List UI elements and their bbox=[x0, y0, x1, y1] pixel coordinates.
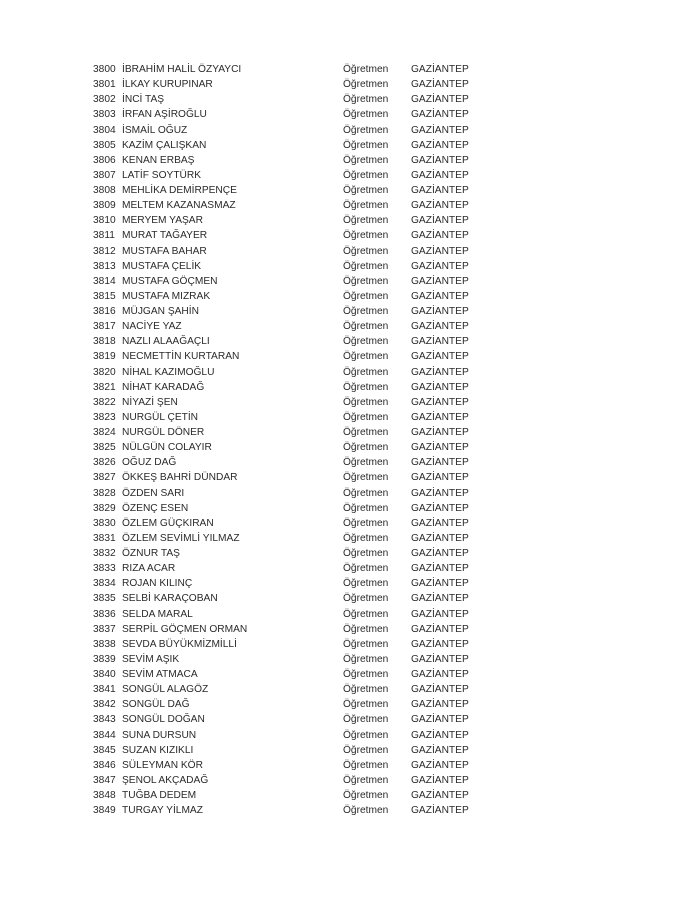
row-number: 3834 bbox=[93, 578, 116, 590]
row-number: 3807 bbox=[93, 169, 116, 181]
city: GAZİANTEP bbox=[411, 548, 469, 559]
role: Öğretmen bbox=[343, 200, 389, 212]
person-name: SUZAN KIZIKLI bbox=[122, 744, 194, 756]
person-name: İNCİ TAŞ bbox=[122, 94, 165, 106]
role: Öğretmen bbox=[343, 623, 389, 635]
role: Öğretmen bbox=[343, 139, 389, 151]
row-number: 3825 bbox=[93, 442, 116, 454]
city: GAZİANTEP bbox=[411, 457, 469, 469]
role: Öğretmen bbox=[343, 442, 389, 454]
role: Öğretmen bbox=[343, 411, 389, 423]
city: GAZİANTEP bbox=[411, 593, 469, 605]
row-number: 3805 bbox=[93, 139, 116, 151]
row-number: 3809 bbox=[93, 200, 116, 212]
row-number: 3837 bbox=[93, 623, 116, 635]
row-number: 3812 bbox=[93, 245, 116, 257]
person-name: NÜLGÜN COLAYIR bbox=[122, 442, 212, 454]
person-name: ÖKKEŞ BAHRİ DÜNDAR bbox=[122, 472, 238, 484]
city: GAZİANTEP bbox=[411, 396, 469, 408]
city: GAZİANTEP bbox=[411, 79, 469, 91]
person-name: SONGÜL DAĞ bbox=[122, 699, 190, 711]
city: GAZİANTEP bbox=[411, 608, 469, 620]
row-number: 3830 bbox=[93, 517, 116, 529]
city: GAZİANTEP bbox=[411, 472, 469, 484]
person-name: SONGÜL ALAGÖZ bbox=[122, 684, 209, 696]
person-name: MÜJGAN ŞAHİN bbox=[122, 306, 199, 317]
city: GAZİANTEP bbox=[411, 200, 469, 212]
role: Öğretmen bbox=[343, 427, 389, 438]
city: GAZİANTEP bbox=[411, 109, 469, 121]
city: GAZİANTEP bbox=[411, 774, 469, 786]
person-name: NİHAL KAZIMOĞLU bbox=[122, 366, 215, 378]
person-name: SONGÜL DOĞAN bbox=[122, 714, 205, 726]
row-number: 3827 bbox=[93, 472, 116, 484]
person-name: NİHAT KARADAĞ bbox=[122, 381, 205, 393]
role: Öğretmen bbox=[343, 336, 389, 348]
row-number: 3804 bbox=[93, 124, 116, 136]
role: Öğretmen bbox=[343, 79, 389, 91]
row-number: 3822 bbox=[93, 396, 116, 408]
role: Öğretmen bbox=[343, 64, 389, 75]
person-name: NECMETTİN KURTARAN bbox=[122, 351, 240, 363]
person-name: ÖZLEM SEVİMLİ YILMAZ bbox=[122, 532, 240, 544]
city: GAZİANTEP bbox=[411, 669, 469, 680]
role: Öğretmen bbox=[343, 608, 389, 620]
city: GAZİANTEP bbox=[411, 366, 469, 378]
role: Öğretmen bbox=[343, 215, 389, 227]
role: Öğretmen bbox=[343, 563, 389, 575]
city: GAZİANTEP bbox=[411, 427, 469, 438]
row-number: 3831 bbox=[93, 532, 116, 544]
role: Öğretmen bbox=[343, 457, 389, 469]
person-name: ŞENOL AKÇADAĞ bbox=[122, 774, 209, 786]
row-number: 3829 bbox=[93, 502, 116, 514]
role: Öğretmen bbox=[343, 487, 389, 499]
person-name: İSMAİL OĞUZ bbox=[122, 124, 188, 136]
row-number: 3826 bbox=[93, 457, 116, 469]
row-number: 3821 bbox=[93, 381, 116, 393]
row-number: 3818 bbox=[93, 336, 116, 348]
person-name: NAZLI ALAAĞAÇLI bbox=[122, 336, 210, 348]
row-number: 3839 bbox=[93, 653, 116, 665]
city: GAZİANTEP bbox=[411, 124, 469, 136]
city: GAZİANTEP bbox=[411, 790, 469, 801]
role: Öğretmen bbox=[343, 699, 389, 711]
role: Öğretmen bbox=[343, 306, 389, 317]
row-number: 3833 bbox=[93, 563, 116, 575]
role: Öğretmen bbox=[343, 154, 389, 166]
person-name: İLKAY KURUPINAR bbox=[122, 79, 213, 91]
row-number: 3842 bbox=[93, 699, 116, 711]
row-number: 3841 bbox=[93, 684, 116, 696]
role: Öğretmen bbox=[343, 548, 389, 559]
role: Öğretmen bbox=[343, 472, 389, 484]
row-number: 3832 bbox=[93, 548, 116, 559]
role: Öğretmen bbox=[343, 396, 389, 408]
city: GAZİANTEP bbox=[411, 805, 469, 817]
city: GAZİANTEP bbox=[411, 215, 469, 227]
role: Öğretmen bbox=[343, 578, 389, 590]
city: GAZİANTEP bbox=[411, 94, 469, 106]
city: GAZİANTEP bbox=[411, 230, 469, 242]
role: Öğretmen bbox=[343, 774, 389, 786]
row-number: 3803 bbox=[93, 109, 116, 121]
person-name: MURAT TAĞAYER bbox=[122, 230, 208, 242]
person-name: ROJAN KILINÇ bbox=[122, 578, 193, 590]
row-number: 3815 bbox=[93, 290, 116, 302]
role: Öğretmen bbox=[343, 124, 389, 136]
person-name: SEVDA BÜYÜKMİZMİLLİ bbox=[122, 638, 237, 650]
role: Öğretmen bbox=[343, 109, 389, 121]
row-number: 3847 bbox=[93, 774, 116, 786]
person-name: NİYAZİ ŞEN bbox=[122, 396, 178, 408]
row-number: 3810 bbox=[93, 215, 116, 227]
role: Öğretmen bbox=[343, 351, 389, 363]
role: Öğretmen bbox=[343, 230, 389, 242]
person-name: NURGÜL ÇETİN bbox=[122, 411, 199, 423]
person-name: ÖZLEM GÜÇKIRAN bbox=[122, 517, 214, 529]
city: GAZİANTEP bbox=[411, 517, 469, 529]
city: GAZİANTEP bbox=[411, 578, 469, 590]
city: GAZİANTEP bbox=[411, 729, 469, 741]
city: GAZİANTEP bbox=[411, 381, 469, 393]
row-number: 3828 bbox=[93, 487, 116, 499]
row-number: 3845 bbox=[93, 744, 116, 756]
city: GAZİANTEP bbox=[411, 260, 469, 272]
person-name: MUSTAFA GÖÇMEN bbox=[122, 275, 218, 287]
row-number: 3814 bbox=[93, 275, 116, 287]
row-number: 3816 bbox=[93, 306, 116, 317]
person-name: ÖZNUR TAŞ bbox=[122, 548, 180, 559]
city: GAZİANTEP bbox=[411, 290, 469, 302]
row-number: 3846 bbox=[93, 759, 116, 771]
role: Öğretmen bbox=[343, 94, 389, 106]
row-number: 3813 bbox=[93, 260, 116, 272]
row-number: 3801 bbox=[93, 79, 116, 91]
city: GAZİANTEP bbox=[411, 759, 469, 771]
city: GAZİANTEP bbox=[411, 653, 469, 665]
row-number: 3802 bbox=[93, 94, 116, 106]
role: Öğretmen bbox=[343, 245, 389, 257]
role: Öğretmen bbox=[343, 729, 389, 741]
city: GAZİANTEP bbox=[411, 442, 469, 454]
person-name: SELDA MARAL bbox=[122, 608, 193, 620]
city: GAZİANTEP bbox=[411, 714, 469, 726]
role: Öğretmen bbox=[343, 185, 389, 196]
row-number: 3843 bbox=[93, 714, 116, 726]
role: Öğretmen bbox=[343, 260, 389, 272]
person-name: RIZA ACAR bbox=[122, 563, 176, 575]
city: GAZİANTEP bbox=[411, 321, 469, 333]
person-name: KAZİM ÇALIŞKAN bbox=[122, 139, 207, 151]
person-name: İRFAN AŞİROĞLU bbox=[122, 109, 207, 121]
city: GAZİANTEP bbox=[411, 169, 469, 181]
row-number: 3806 bbox=[93, 154, 116, 166]
role: Öğretmen bbox=[343, 321, 389, 333]
role: Öğretmen bbox=[343, 290, 389, 302]
role: Öğretmen bbox=[343, 275, 389, 287]
city: GAZİANTEP bbox=[411, 139, 469, 151]
row-number: 3844 bbox=[93, 729, 116, 741]
person-name: ÖZDEN SARI bbox=[122, 487, 185, 499]
person-name: MERYEM YAŞAR bbox=[122, 215, 203, 227]
city: GAZİANTEP bbox=[411, 275, 469, 287]
role: Öğretmen bbox=[343, 532, 389, 544]
city: GAZİANTEP bbox=[411, 336, 469, 348]
person-name: MELTEM KAZANASMAZ bbox=[122, 200, 236, 212]
role: Öğretmen bbox=[343, 805, 389, 817]
city: GAZİANTEP bbox=[411, 411, 469, 423]
person-name: NACİYE YAZ bbox=[122, 321, 182, 333]
city: GAZİANTEP bbox=[411, 64, 469, 75]
role: Öğretmen bbox=[343, 502, 389, 514]
city: GAZİANTEP bbox=[411, 351, 469, 363]
row-number: 3808 bbox=[93, 185, 116, 196]
role: Öğretmen bbox=[343, 381, 389, 393]
city: GAZİANTEP bbox=[411, 563, 469, 575]
person-name: MUSTAFA ÇELİK bbox=[122, 260, 202, 272]
city: GAZİANTEP bbox=[411, 623, 469, 635]
city: GAZİANTEP bbox=[411, 684, 469, 696]
person-name: TUĞBA DEDEM bbox=[122, 790, 197, 801]
city: GAZİANTEP bbox=[411, 532, 469, 544]
person-name: MUSTAFA BAHAR bbox=[122, 245, 207, 257]
row-number: 3823 bbox=[93, 411, 116, 423]
person-name: MEHLİKA DEMİRPENÇE bbox=[122, 185, 237, 196]
role: Öğretmen bbox=[343, 517, 389, 529]
person-name: KENAN ERBAŞ bbox=[122, 154, 195, 166]
row-number: 3840 bbox=[93, 669, 116, 680]
city: GAZİANTEP bbox=[411, 744, 469, 756]
role: Öğretmen bbox=[343, 593, 389, 605]
role: Öğretmen bbox=[343, 744, 389, 756]
role: Öğretmen bbox=[343, 638, 389, 650]
city: GAZİANTEP bbox=[411, 245, 469, 257]
person-name: MUSTAFA MIZRAK bbox=[122, 290, 211, 302]
person-name: SÜLEYMAN KÖR bbox=[122, 759, 203, 771]
city: GAZİANTEP bbox=[411, 502, 469, 514]
role: Öğretmen bbox=[343, 169, 389, 181]
city: GAZİANTEP bbox=[411, 154, 469, 166]
role: Öğretmen bbox=[343, 714, 389, 726]
city: GAZİANTEP bbox=[411, 699, 469, 711]
city: GAZİANTEP bbox=[411, 306, 469, 317]
person-name: SUNA DURSUN bbox=[122, 729, 197, 741]
person-name: SELBİ KARAÇOBAN bbox=[122, 593, 218, 605]
role: Öğretmen bbox=[343, 669, 389, 680]
person-name: NURGÜL DÖNER bbox=[122, 427, 205, 438]
row-number: 3824 bbox=[93, 427, 116, 438]
row-number: 3849 bbox=[93, 805, 116, 817]
row-number: 3817 bbox=[93, 321, 116, 333]
person-name: LATİF SOYTÜRK bbox=[122, 169, 202, 181]
role: Öğretmen bbox=[343, 790, 389, 801]
row-number: 3836 bbox=[93, 608, 116, 620]
row-number: 3835 bbox=[93, 593, 116, 605]
person-name: SEVİM AŞIK bbox=[122, 653, 180, 665]
person-name: İBRAHİM HALİL ÖZYAYCI bbox=[122, 64, 242, 75]
person-name: TURGAY YİLMAZ bbox=[122, 805, 203, 817]
row-number: 3820 bbox=[93, 366, 116, 378]
row-number: 3800 bbox=[93, 64, 116, 75]
city: GAZİANTEP bbox=[411, 487, 469, 499]
row-number: 3819 bbox=[93, 351, 116, 363]
role: Öğretmen bbox=[343, 366, 389, 378]
person-name: SERPİL GÖÇMEN ORMAN bbox=[122, 623, 248, 635]
person-name: SEVİM ATMACA bbox=[122, 669, 198, 680]
city: GAZİANTEP bbox=[411, 185, 469, 196]
row-number: 3848 bbox=[93, 790, 116, 801]
person-name: OĞUZ DAĞ bbox=[122, 457, 177, 469]
role: Öğretmen bbox=[343, 653, 389, 665]
person-name: ÖZENÇ ESEN bbox=[122, 502, 189, 514]
role: Öğretmen bbox=[343, 684, 389, 696]
city: GAZİANTEP bbox=[411, 638, 469, 650]
role: Öğretmen bbox=[343, 759, 389, 771]
row-number: 3811 bbox=[93, 230, 115, 242]
row-number: 3838 bbox=[93, 638, 116, 650]
